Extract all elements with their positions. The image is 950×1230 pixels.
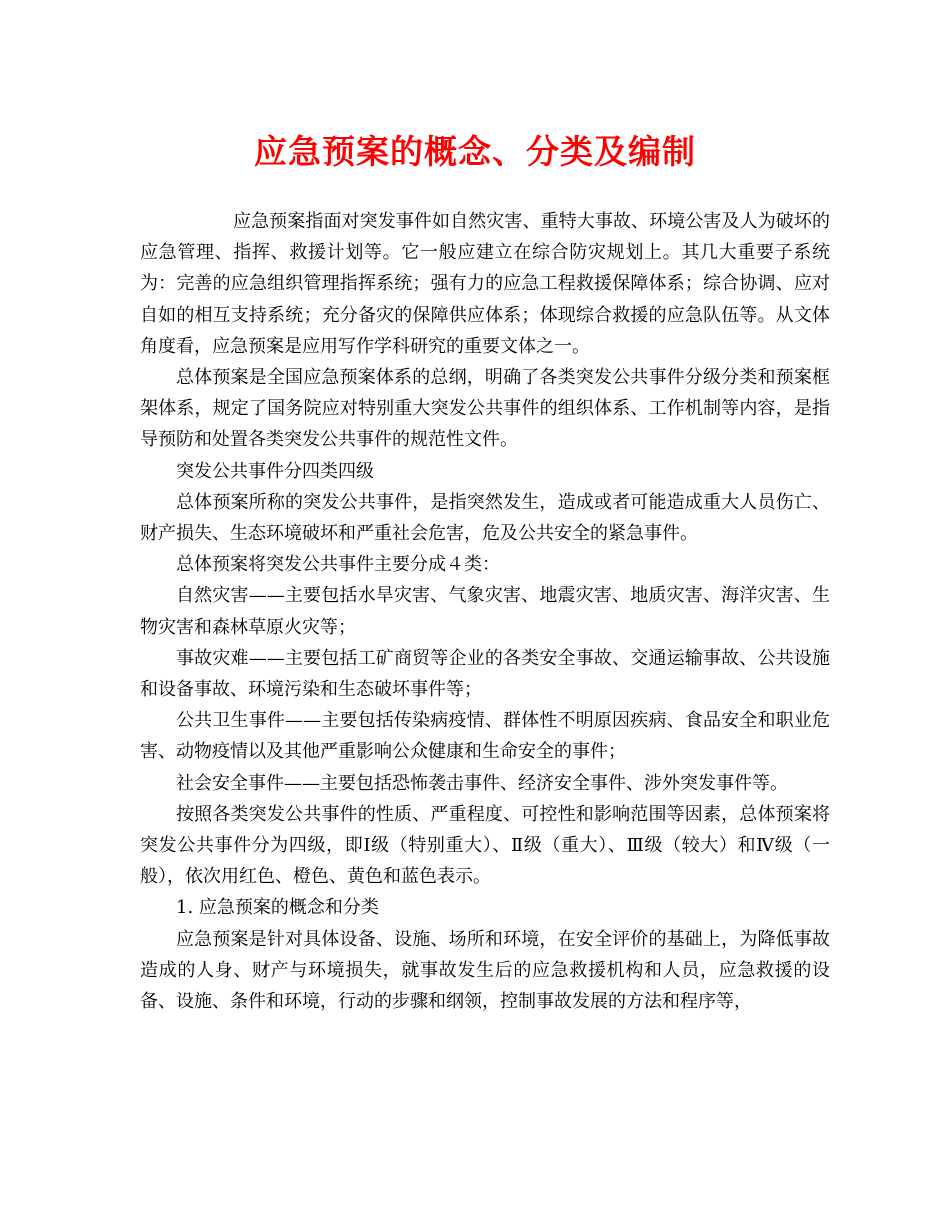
paragraph: 自然灾害——主要包括水旱灾害、气象灾害、地震灾害、地质灾害、海洋灾害、生物灾害和森林草原火灾等；	[140, 585, 830, 638]
paragraph: 总体预案是全国应急预案体系的总纲，明确了各类突发公共事件分级分类和预案框架体系，规定了国务院应对特别重大突发公共事件的组织体系、工作机制等内容，是指导预防和处置各类突发公共事件的规范性文件。	[140, 367, 830, 451]
paragraph: 总体预案所称的突发公共事件，是指突然发生，造成或者可能造成重大人员伤亡、财产损失、生态环境破坏和严重社会危害，危及公共安全的紧急事件。	[140, 491, 830, 545]
paragraph: 按照各类突发公共事件的性质、严重程度、可控性和影响范围等因素，总体预案将突发公共事件分为四级，即Ⅰ级（特别重大）、Ⅱ级（重大）、Ⅲ级（较大）和Ⅳ级（一般），依次用红色、橙色、黄色和蓝色表示。	[140, 803, 830, 888]
paragraph: 公共卫生事件——主要包括传染病疫情、群体性不明原因疾病、食品安全和职业危害、动物疫情以及其他严重影响公众健康和生命安全的事件；	[140, 710, 830, 763]
paragraph: 应急预案是针对具体设备、设施、场所和环境，在安全评价的基础上，为降低事故造成的人身、财产与环境损失，就事故发生后的应急救援机构和人员，应急救援的设备、设施、条件和环境，行动的步骤和纲领，控制事故发展的方法和程序等，	[140, 928, 830, 1013]
paragraph: 总体预案将突发公共事件主要分成４类：	[176, 554, 500, 576]
paragraph: 事故灾难——主要包括工矿商贸等企业的各类安全事故、交通运输事故、公共设施和设备事故、环境污染和生态破坏事件等；	[140, 647, 830, 701]
paragraph: 社会安全事件——主要包括恐怖袭击事件、经济安全事件、涉外突发事件等。	[176, 772, 788, 794]
paragraph: 应急预案指面对突发事件如自然灾害、重特大事故、环境公害及人为破坏的应急管理、指挥、救援计划等。它一般应建立在综合防灾规划上。其几大重要子系统为：完善的应急组织管理指挥系统；强有力的应急工程救援保障体系；综合协调、应对自如的相互支持系统；充分备灾的保障供应体系；体现综合救援的应急队伍等。从文体角度看，应急预案是应用写作学科研究的重要文体之一。	[140, 211, 830, 357]
page-title: 应急预案的概念、分类及编制	[254, 132, 696, 171]
document-body	[140, 206, 830, 1017]
section-heading: 1. 应急预案的概念和分类	[176, 897, 379, 919]
paragraph: 突发公共事件分四类四级	[176, 460, 374, 482]
